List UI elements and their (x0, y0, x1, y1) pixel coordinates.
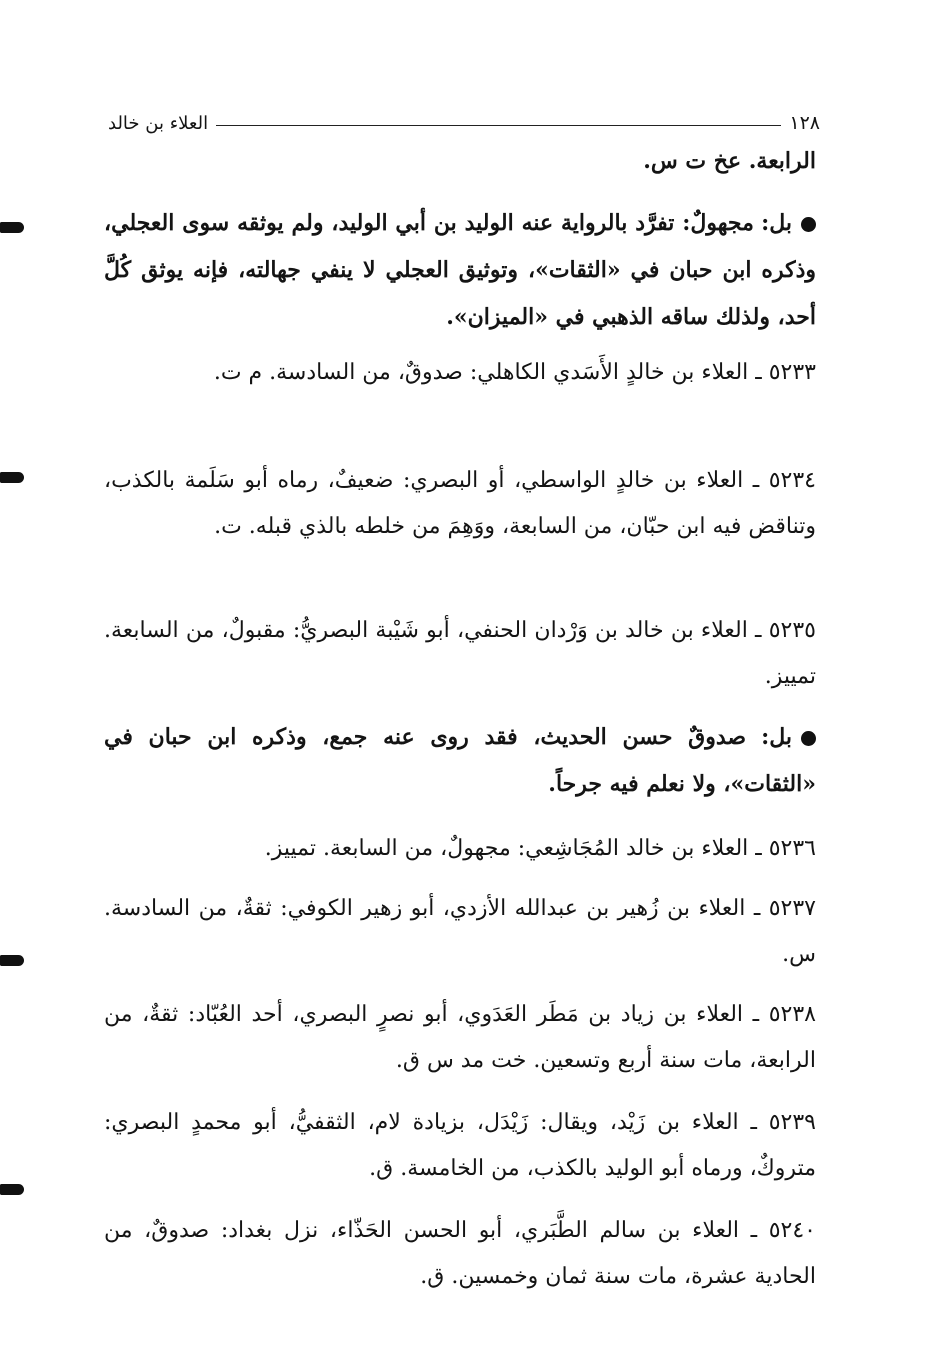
page-number: ١٢٨ (789, 112, 820, 134)
entry-5236: ٥٢٣٦ ـ العلاء بن خالد المُجَاشِعي: مجهولٌ، من السابعة. تمييز. (264, 836, 816, 861)
running-head: العلاء بن خالد (108, 112, 209, 134)
entry-5237: ٥٢٣٧ ـ العلاء بن زُهير بن عبدالله الأزدي، أبو زهير الكوفي: ثقةٌ، من السادسة. س. (104, 896, 816, 967)
scan-binding-mark (0, 222, 24, 233)
bullet-icon (801, 217, 816, 232)
entry-5233: ٥٢٣٣ ـ العلاء بن خالدٍ الأَسَدي الكاهلي: صدوقٌ، من السادسة. م ت. (213, 360, 816, 385)
entry-5239: ٥٢٣٩ ـ العلاء بن زَيْد، ويقال: زَيْدَل، بزيادة لام، الثقفيُّ، أبو محمدٍ البصري: متروكٌ، ورماه أبو الوليد بالكذب، من الخامسة. ق. (104, 1110, 816, 1181)
continuation-line: الرابعة. عخ ت س. (643, 148, 816, 174)
editor-note (104, 714, 816, 808)
note-label: بل: (761, 724, 792, 750)
editor-note (104, 200, 816, 341)
scan-binding-mark (0, 955, 24, 966)
header-rule (216, 125, 781, 126)
entry-5234: ٥٢٣٤ ـ العلاء بن خالدٍ الواسطي، أو البصري: ضعيفٌ، رماه أبو سَلَمة بالكذب، وتناقض فيه ابن حبّان، من السابعة، ووَهِمَ من خلطه بالذي قبله. ت. (104, 468, 816, 539)
scan-binding-mark (0, 472, 24, 483)
entry-5240: ٥٢٤٠ ـ العلاء بن سالم الطَّبَري، أبو الحسن الحَذّاء، نزل بغداد: صدوقٌ، من الحادية عشرة، مات سنة ثمان وخمسين. ق. (104, 1218, 816, 1289)
note-label: بل: (761, 210, 792, 236)
entry-5238: ٥٢٣٨ ـ العلاء بن زياد بن مَطَر العَدَوي، أبو نصرٍ البصري، أحد العُبّاد: ثقةٌ، من الرابعة، مات سنة أربع وتسعين. خت مد س ق. (104, 1002, 816, 1073)
note-text: مجهولٌ: تفرَّد بالرواية عنه الوليد بن أبي الوليد، ولم يوثقه سوى العجلي، وذكره ابن حبان في «الثقات»، وتوثيق العجلي لا ينفي جهالته، فإنه يوثق كُلَّ أحد، ولذلك ساقه الذهبي في «الميزان». (104, 210, 816, 330)
scan-binding-mark (0, 1184, 24, 1195)
bullet-icon (801, 731, 816, 746)
entry-5235: ٥٢٣٥ ـ العلاء بن خالد بن وَرْدان الحنفي، أبو شَيْبة البصريُّ: مقبولٌ، من السابعة. تمييز. (104, 618, 816, 689)
note-text: صدوقٌ حسن الحديث، فقد روى عنه جمع، وذكره ابن حبان في «الثقات»، ولا نعلم فيه جرحاً. (104, 724, 816, 797)
page-header (108, 108, 820, 138)
